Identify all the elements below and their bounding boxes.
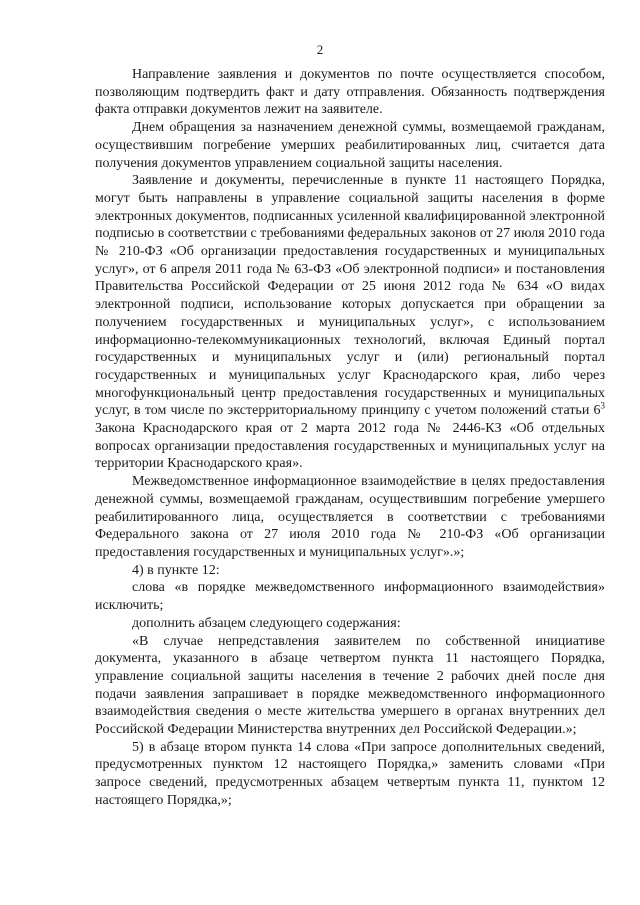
paragraph-electronic-submission-text: Заявление и документы, перечисленные в пункте 11 настоящего Порядка, могут быть направлены в управление социальной защиты населения в форме электронных документов, подписанных усиленной квалифицированной электронной подписью в соответствии с требованиями федеральных законов от 27 июля 2010 года № 210-ФЗ «Об организации предоставления государственных и муниципальных услуг», от 6 апреля 2011 года № 63-ФЗ «Об электронной подписи» и постановления Правительства Российской Федерации от 25 июня 2012 года № 634 «О видах электронной подписи, использование которых допускается при обращении за получением государственных и муниципальных услуг», с использованием информационно-телекоммуникационных технологий, включая Единый портал государственных и муниципальных услуг и (или) региональный портал государственных и муниципальных услуг Краснодарского края, либо через многофункциональный центр предоставления государственных и муниципальных услуг, в том числе по экстерриториальному принципу с учетом положений статьи 6 — [95, 173, 605, 419]
paragraph-item-4: 4) в пункте 12: — [132, 562, 220, 578]
page-number: 2 — [316, 42, 324, 57]
paragraph-item-5: 5) в абзаце втором пункта 14 слова «При запросе дополнительных сведений, предусмотренных пунктом 12 настоящего Порядка,» заменить словами «При запросе сведений, предусмотренных абзацем четвертым пункта 11, пунктом 12 настоящего Порядка,»; — [95, 739, 605, 808]
document-body — [95, 66, 605, 810]
paragraph-new-clause: «В случае непредставления заявителем по собственной инициативе документа, указанного в абзаце четвертом пункта 11 настоящего Порядка, управление социальной защиты населения в течение 2 рабочих дней после дня подачи заявления запрашивает в порядке межведомственного информационного взаимодействия сведения о месте жительства умершего в органах внутренних дел Российской Федерации Министерства внутренних дел Российской Федерации.»; — [95, 633, 605, 738]
paragraph-mail-submission: Направление заявления и документов по почте осуществляется способом, позволяющим подтвердить факт и дату отправления. Обязанность подтверждения факта отправки документов лежит на заявителе. — [95, 67, 605, 118]
paragraph-add-clause: дополнить абзацем следующего содержания: — [132, 615, 401, 631]
paragraph-interagency-interaction: Межведомственное информационное взаимодействие в целях предоставления денежной суммы, возмещаемой гражданам, осуществившим погребение умершего реабилитированного лица, осуществляется в соответствии с требованиями Федерального закона от 27 июля 2010 года № 210-ФЗ «Об организации предоставления государственных и муниципальных услуг».»; — [95, 474, 605, 560]
paragraph-remove-words: слова «в порядке межведомственного информационного взаимодействия» исключить; — [95, 580, 605, 614]
article-superscript: 3 — [600, 400, 605, 411]
paragraph-electronic-submission-tail: Закона Краснодарского края от 2 марта 2012 года № 2446-КЗ «Об отдельных вопросах организации предоставления государственных и муниципальных услуг на территории Краснодарского края». — [95, 421, 605, 472]
paragraph-electronic-submission — [95, 172, 605, 473]
paragraph-application-date: Днем обращения за назначением денежной суммы, возмещаемой гражданам, осуществившим погребение умерших реабилитированных лиц, считается дата получения документов управлением социальной защиты населения. — [95, 120, 605, 171]
